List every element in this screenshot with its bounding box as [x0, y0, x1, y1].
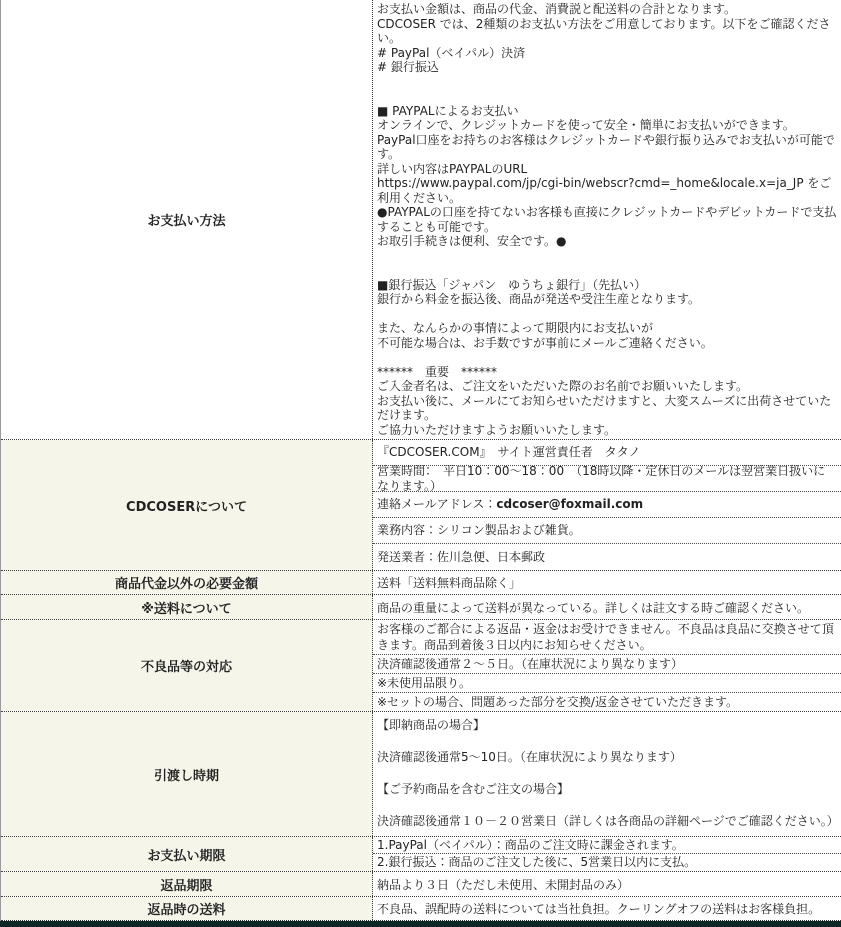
delivery-time-content: [373, 712, 841, 836]
row-return-deadline: [1, 872, 841, 897]
sub-row: 2.銀行振込：商品のご注文した後に、5営業日以内に支払。: [377, 855, 697, 869]
row-shipping-note: [1, 595, 841, 620]
text-line: 不可能な場合は、お手数ですが事前にメールご連絡ください。: [377, 335, 713, 350]
row-label-defective-items: 不良品等の対応: [1, 620, 373, 711]
text-line: # 銀行振込: [377, 60, 439, 74]
business-content-line: 業務内容：シリコン製品および雑貨。: [373, 518, 841, 544]
text-line: お支払い金額は、商品の代金、消費説と配送料の合計となります。: [377, 2, 737, 16]
blank-line: [377, 797, 837, 813]
row-extra-fees: [1, 571, 841, 595]
bottom-divider-bar: [0, 921, 841, 927]
sub-row: ※セットの場合、問題あった部分を交換/返金させていただきます。: [377, 695, 739, 709]
row-defective-items: [1, 620, 841, 712]
row-label-cdcoser-about: CDCOSERについて: [1, 440, 373, 570]
contact-email-line: [373, 492, 841, 518]
row-delivery-time: [1, 712, 841, 837]
row-return-shipping: [1, 897, 841, 921]
blank-line: [377, 75, 837, 90]
contact-email-address: cdcoser@foxmail.com: [496, 497, 644, 511]
blank-line: [377, 89, 837, 104]
text-line: また、なんらかの事情によって期限内にお支払いが: [377, 321, 654, 335]
text-line: 【ご予約商品を含むご注文の場合】: [377, 782, 570, 796]
row-label-payment-method: お支払い方法: [1, 0, 373, 439]
sub-row: ※未使用品限り。: [373, 674, 841, 693]
return-deadline-text: 納品より３日（ただし未使用、未開封品のみ）: [377, 877, 630, 892]
blank-line: [377, 307, 837, 322]
text-line: 決済確認後通常5～10日。（在庫状況により異なります）: [377, 750, 682, 764]
important-marker-line: ****** 重要 ******: [377, 364, 498, 379]
sub-row: 決済確認後通常２～５日。（在庫状況により異なります）: [373, 655, 841, 674]
blank-line: [377, 765, 837, 781]
payment-method-content: [373, 0, 841, 439]
text-line: PayPal口座をお持ちのお客様はクレジットカードや銀行振り込みでお支払いが可能です。: [377, 132, 835, 161]
cdcoser-about-content: [373, 440, 841, 570]
shipping-carrier-line: 発送業者：佐川急便、日本郵政: [377, 549, 546, 564]
text-line: オンラインで、クレジットカードを使って安全・簡単にお支払いができます。: [377, 118, 795, 132]
row-cdcoser-about: [1, 440, 841, 571]
sub-row: 1.PayPal（ベイパル）：商品のご注文時に課金されます。: [373, 837, 841, 854]
contact-email-label: 連絡メールアドレス：: [377, 497, 497, 511]
text-line: お支払い後に、メールにてお知らせいただけますと、大変スムーズに出荷させていただけます。: [377, 393, 832, 422]
text-line: 決済確認後通常１０－２０営業日（詳しくは各商品の詳細ページでご確認ください。）: [377, 814, 839, 828]
business-hours-line: 営業時間： 平日10：00～18：00 （18時以降・定休日のメールは翌営業日扱いになります。）: [373, 466, 841, 492]
text-line: 銀行から料金を振込後、商品が発送や受注生産となります。: [377, 292, 701, 306]
blank-line: [377, 249, 837, 264]
text-line: ご協力いただけますようお願いいたします。: [377, 422, 617, 437]
text-line: ●PAYPALの口座を持てないお客様も直接にクレジットカードやデビットカードで支払することも可能です。: [377, 205, 837, 234]
shipping-note-text: 商品の重量によって送料が異なっている。詳しくは註文する時ご確認ください。: [377, 600, 810, 615]
row-label-delivery-time: 引渡し時期: [1, 712, 373, 836]
row-label-return-deadline: 返品期限: [1, 872, 373, 896]
row-payment-method: [1, 0, 841, 440]
text-line: ■ PAYPALによるお支払い: [377, 103, 519, 118]
row-label-payment-deadline: お支払い期限: [1, 837, 373, 871]
site-operator-line: 『CDCOSER.COM』 サイト運営責任者 タタノ: [373, 440, 841, 466]
row-label-shipping-note: ※送料について: [1, 595, 373, 619]
text-line: ご入金者名は、ご注文をいただいた際のお名前でお願いいたします。: [377, 379, 749, 393]
extra-fees-text: 送料「送料無料商品除く」: [377, 576, 522, 590]
text-line: # PayPal（ベイパル）決済: [377, 45, 526, 60]
payment-deadline-content: [373, 837, 841, 871]
text-line: お取引手続きは便利、安全です。●: [377, 234, 567, 248]
text-line: 詳しい内容はPAYPALのURL: [377, 161, 528, 176]
text-line: CDCOSER では、2種類のお支払い方法をご用意しております。以下をご確認ください。: [377, 16, 831, 45]
row-label-return-shipping: 返品時の送料: [1, 897, 373, 920]
blank-line: [377, 263, 837, 278]
sub-row: お客様のご都合による返品・返金はお受けできません。不良品は良品に交換させて頂きます。商品到着後３日以内にお知らせください。: [373, 620, 841, 655]
blank-line: [377, 350, 837, 365]
row-payment-deadline: [1, 837, 841, 872]
return-shipping-text: 不良品、誤配時の送料については当社負担。クーリングオフの送料はお客様負担。: [377, 902, 821, 916]
text-line: ■銀行振込「ジャパン ゆうちょ銀行」（先払い）: [377, 277, 647, 292]
paypal-url-text: https://www.paypal.com/jp/cgi-bin/webscr?cmd=_home&locale.x=ja_JP をご利用ください。: [377, 176, 832, 205]
defective-items-content: [373, 620, 841, 711]
row-label-extra-fees: 商品代金以外の必要金額: [1, 571, 373, 594]
text-line: 【即納商品の場合】: [377, 718, 486, 732]
blank-line: [377, 733, 837, 749]
